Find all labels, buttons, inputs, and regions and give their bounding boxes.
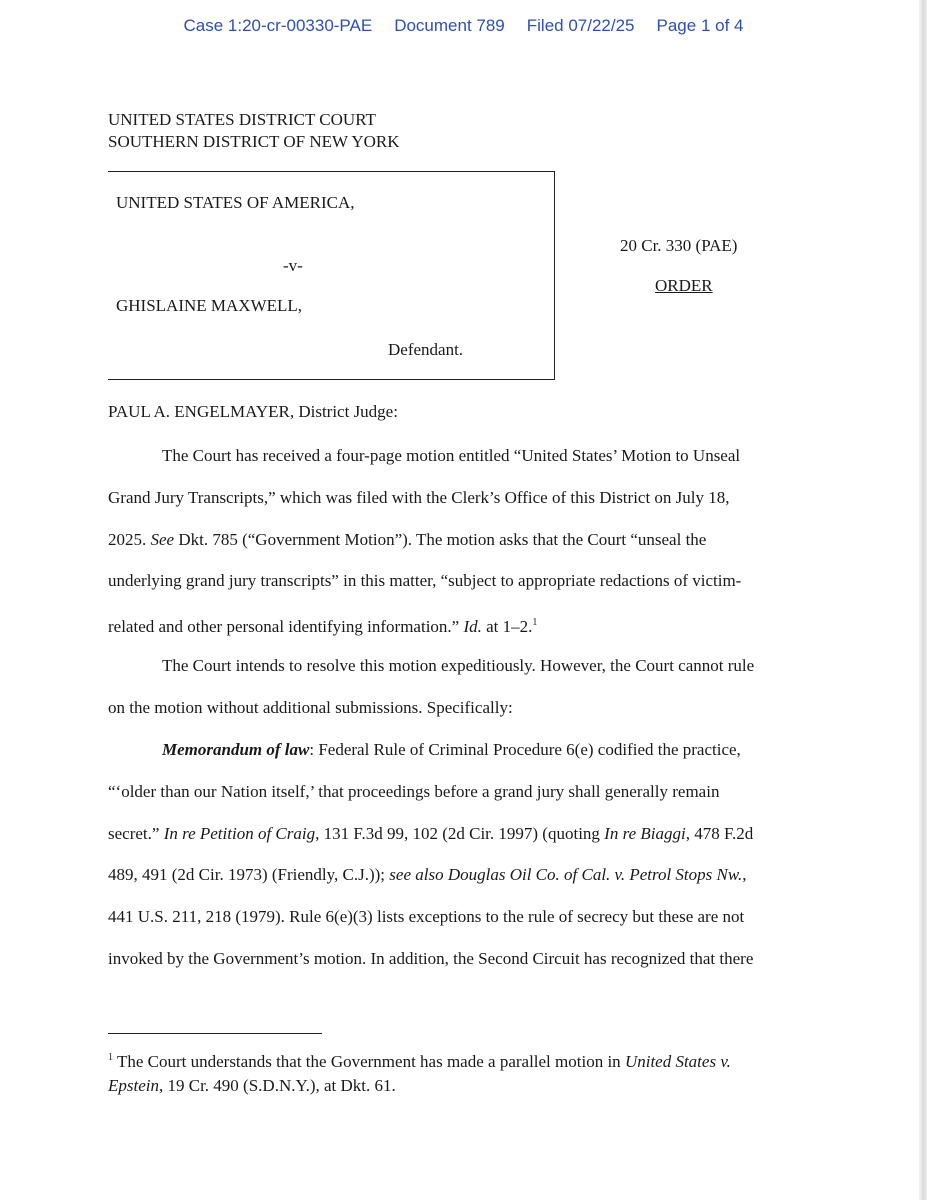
p3-l4-text-b: ,: [742, 865, 747, 885]
court-name-line1: UNITED STATES DISTRICT COURT: [108, 110, 376, 129]
fn-text-b: , 19 Cr. 490 (S.D.N.Y.), at Dkt. 61.: [159, 1076, 396, 1095]
p3-l3-text-b: , 131 F.3d 99, 102 (2d Cir. 1997) (quoting: [315, 823, 600, 843]
court-name: [108, 109, 400, 153]
document-title: ORDER: [655, 276, 713, 295]
p1-l5-text-a: related and other personal identifying information.”: [108, 617, 460, 637]
paragraph-1-line-1: The Court has received a four-page motion entitled “United States’ Motion to Unseal: [162, 446, 741, 465]
caption-plaintiff: UNITED STATES OF AMERICA,: [116, 193, 355, 212]
memorandum-heading: Memorandum of law: [162, 740, 310, 759]
paragraph-3: [108, 729, 798, 980]
biaggi-citation: In re Biaggi: [604, 823, 686, 843]
paragraph-3-line-6: invoked by the Government’s motion. In addition, the Second Circuit has recognized that there: [108, 948, 754, 968]
paragraph-3-line-3: [108, 813, 798, 855]
paragraph-1-line-3: [108, 519, 798, 561]
judge-line: PAUL A. ENGELMAYER, District Judge:: [108, 402, 398, 421]
paragraph-2: [108, 645, 798, 729]
filing-header: [0, 16, 927, 36]
footnote-1: [108, 1046, 731, 1098]
paragraph-3-line-1: [108, 729, 798, 771]
caption-defendant-label: Defendant.: [388, 340, 464, 359]
paragraph-3-line-5: 441 U.S. 211, 218 (1979). Rule 6(e)(3) lists exceptions to the rule of secrecy but these are not: [108, 907, 745, 927]
fn-text-a: The Court understands that the Government has made a parallel motion in: [116, 1052, 621, 1071]
fn-citation-a: United States v.: [624, 1052, 731, 1071]
paragraph-1-line-2: Grand Jury Transcripts,” which was filed with the Clerk’s Office of this District on July 18,: [108, 487, 730, 507]
p3-l4-text-a: 489, 491 (2d Cir. 1973) (Friendly, C.J.));: [108, 865, 386, 885]
caption-bottom-rule: [108, 379, 555, 380]
footnote-ref-1[interactable]: 1: [532, 617, 538, 629]
douglas-oil-citation: see also Douglas Oil Co. of Cal. v. Petrol Stops Nw.: [389, 865, 743, 885]
fn-citation-b: Epstein: [108, 1076, 159, 1095]
footnote-1-line-1: [108, 1046, 731, 1074]
paragraph-1-line-4: underlying grand jury transcripts” in this matter, “subject to appropriate redactions of victim-: [108, 571, 742, 591]
document-number-stamp: Document 789: [394, 16, 505, 35]
court-name-line2: SOUTHERN DISTRICT OF NEW YORK: [108, 132, 400, 151]
filed-date-stamp: Filed 07/22/25: [526, 16, 635, 35]
paragraph-2-line-1: The Court intends to resolve this motion expeditiously. However, the Court cannot rule: [162, 656, 755, 675]
caption-right-rule: [554, 171, 555, 379]
scan-edge-shadow: [919, 0, 927, 1200]
case-number-stamp: Case 1:20-cr-00330-PAE: [183, 16, 373, 35]
p3-l3-text-a: secret.”: [108, 823, 160, 843]
p1-see-signal: See: [150, 529, 175, 549]
paragraph-1-line-5: [108, 602, 798, 644]
caption-top-rule: [108, 171, 555, 172]
caption-defendant-name: GHISLAINE MAXWELL,: [116, 296, 303, 315]
case-number: 20 Cr. 330 (PAE): [620, 236, 738, 255]
p1-l5-text-b: at 1–2.: [486, 617, 533, 637]
paragraph-2-line-2: on the motion without additional submissions. Specifically:: [108, 697, 513, 717]
paragraph-3-line-2: “‘older than our Nation itself,’ that proceedings before a grand jury shall generally remain: [108, 781, 720, 801]
page-count-stamp: Page 1 of 4: [656, 16, 744, 35]
footnote-rule: [108, 1033, 322, 1034]
caption-versus: -v-: [283, 256, 303, 275]
p1-l3-text-a: 2025.: [108, 529, 147, 549]
p3-l3-text-c: , 478 F.2d: [685, 823, 754, 843]
p1-id-cite: Id.: [463, 617, 482, 637]
footnote-1-line-2: [108, 1074, 731, 1098]
paragraph-1: [108, 435, 798, 644]
footnote-mark: 1: [108, 1052, 113, 1063]
craig-citation: In re Petition of Craig: [163, 823, 316, 843]
p1-l3-text-b: Dkt. 785 (“Government Motion”). The motion asks that the Court “unseal the: [178, 529, 707, 549]
paragraph-3-line-4: [108, 854, 798, 896]
p3-l1-text: : Federal Rule of Criminal Procedure 6(e) codified the practice,: [309, 740, 741, 759]
